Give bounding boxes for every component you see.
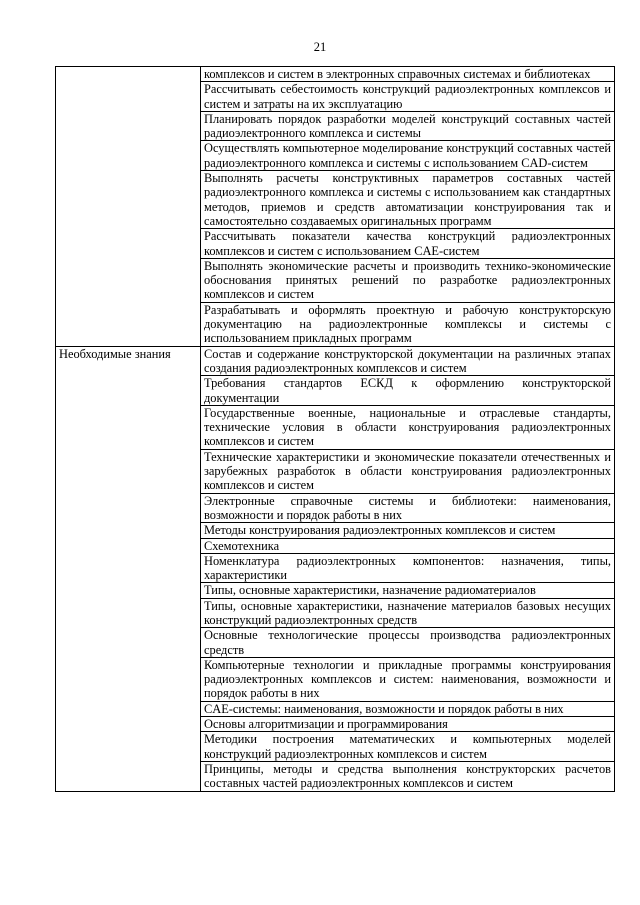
- table-row: [56, 346, 615, 376]
- knowledge-item: Состав и содержание конструкторской документации на различных этапах создания радиоэлектронных комплексов и систем: [201, 346, 615, 376]
- knowledge-item: Компьютерные технологии и прикладные программы конструирования радиоэлектронных комплексов и систем: наименования, возможности и порядок работы в них: [201, 657, 615, 701]
- skill-item: комплексов и систем в электронных справочных системах и библиотеках: [201, 67, 615, 82]
- page-number: 21: [313, 40, 327, 54]
- skill-item: Выполнять расчеты конструктивных параметров составных частей радиоэлектронного комплекса и системы с использованием как стандартных методов, приемов и средств автоматизации конструирования так и самостоятельно создаваемых оригинальных программ: [201, 171, 615, 229]
- knowledge-item: Основные технологические процессы производства радиоэлектронных средств: [201, 628, 615, 658]
- table-row: [56, 67, 615, 82]
- knowledge-item: Государственные военные, национальные и отраслевые стандарты, технические условия в области конструирования радиоэлектронных комплексов и систем: [201, 405, 615, 449]
- knowledge-item: Номенклатура радиоэлектронных компонентов: назначения, типы, характеристики: [201, 553, 615, 583]
- skill-item: Осуществлять компьютерное моделирование конструкций составных частей радиоэлектронного комплекса и системы с использованием CAD-систем: [201, 141, 615, 171]
- knowledge-item: Типы, основные характеристики, назначение материалов базовых несущих конструкций радиоэлектронных средств: [201, 598, 615, 628]
- knowledge-item: Схемотехника: [201, 538, 615, 553]
- skill-item: Планировать порядок разработки моделей конструкций составных частей радиоэлектронного комплекса и системы: [201, 111, 615, 141]
- knowledge-label: Необходимые знания: [56, 346, 201, 791]
- skill-item: Выполнять экономические расчеты и производить технико-экономические обоснования принятых решений по разработке радиоэлектронных комплексов и систем: [201, 258, 615, 302]
- knowledge-item: Технические характеристики и экономические показатели отечественных и зарубежных разработок в области конструирования радиоэлектронных комплексов и систем: [201, 449, 615, 493]
- knowledge-item: Требования стандартов ЕСКД к оформлению конструкторской документации: [201, 376, 615, 406]
- skill-item: Разрабатывать и оформлять проектную и рабочую конструкторскую документацию на радиоэлектронные комплексы и системы с использованием прикладных программ: [201, 302, 615, 346]
- requirements-table: [55, 66, 615, 792]
- knowledge-item: Методики построения математических и компьютерных моделей конструкций радиоэлектронных комплексов и систем: [201, 732, 615, 762]
- knowledge-item: Типы, основные характеристики, назначение радиоматериалов: [201, 583, 615, 598]
- skill-item: Рассчитывать себестоимость конструкций радиоэлектронных комплексов и систем и затраты на их эксплуатацию: [201, 82, 615, 112]
- knowledge-item: Принципы, методы и средства выполнения конструкторских расчетов составных частей радиоэлектронных комплексов и систем: [201, 761, 615, 791]
- knowledge-item: Основы алгоритмизации и программирования: [201, 717, 615, 732]
- skill-item: Рассчитывать показатели качества конструкций радиоэлектронных комплексов и систем с использованием CAE-систем: [201, 229, 615, 259]
- knowledge-item: Методы конструирования радиоэлектронных комплексов и систем: [201, 523, 615, 538]
- knowledge-item: CAE-системы: наименования, возможности и порядок работы в них: [201, 701, 615, 716]
- knowledge-item: Электронные справочные системы и библиотеки: наименования, возможности и порядок работы в них: [201, 493, 615, 523]
- empty-label-cell: [56, 67, 201, 347]
